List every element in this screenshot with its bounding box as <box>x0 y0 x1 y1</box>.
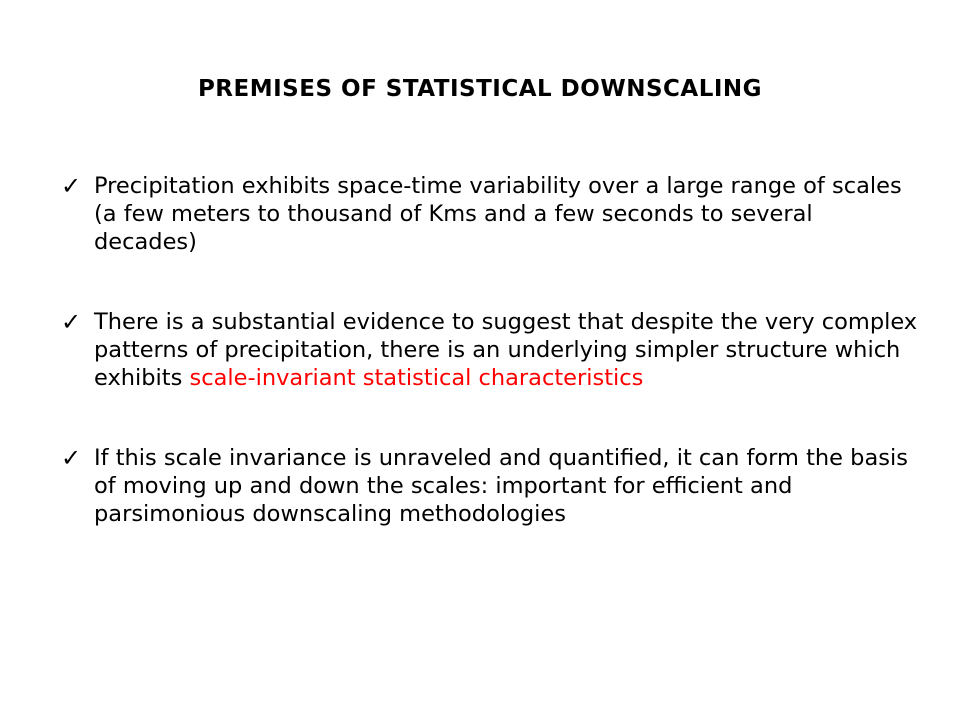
bullet-list <box>58 172 918 528</box>
bullet-text <box>94 308 918 392</box>
check-icon: ✓ <box>60 308 82 336</box>
check-icon: ✓ <box>60 172 82 200</box>
check-icon: ✓ <box>60 444 82 472</box>
bullet-text-main: There is a substantial evidence to suggest that despite the very complex patterns of precipitation, there is an underlying simpler structure which exhibits <box>94 309 918 391</box>
highlighted-phrase: scale-invariant statistical characteristics <box>189 365 644 391</box>
bullet-item <box>58 172 918 256</box>
bullet-text: Precipitation exhibits space-time variability over a large range of scales (a few meters to thousand of Kms and a few seconds to several decades) <box>94 173 902 255</box>
bullet-text: If this scale invariance is unraveled and quantified, it can form the basis of moving up and down the scales: important for efficient and parsimonious downscaling methodologies <box>94 445 908 527</box>
bullet-item <box>58 444 918 528</box>
slide-title: PREMISES OF STATISTICAL DOWNSCALING <box>197 76 763 102</box>
bullet-item <box>58 308 918 392</box>
